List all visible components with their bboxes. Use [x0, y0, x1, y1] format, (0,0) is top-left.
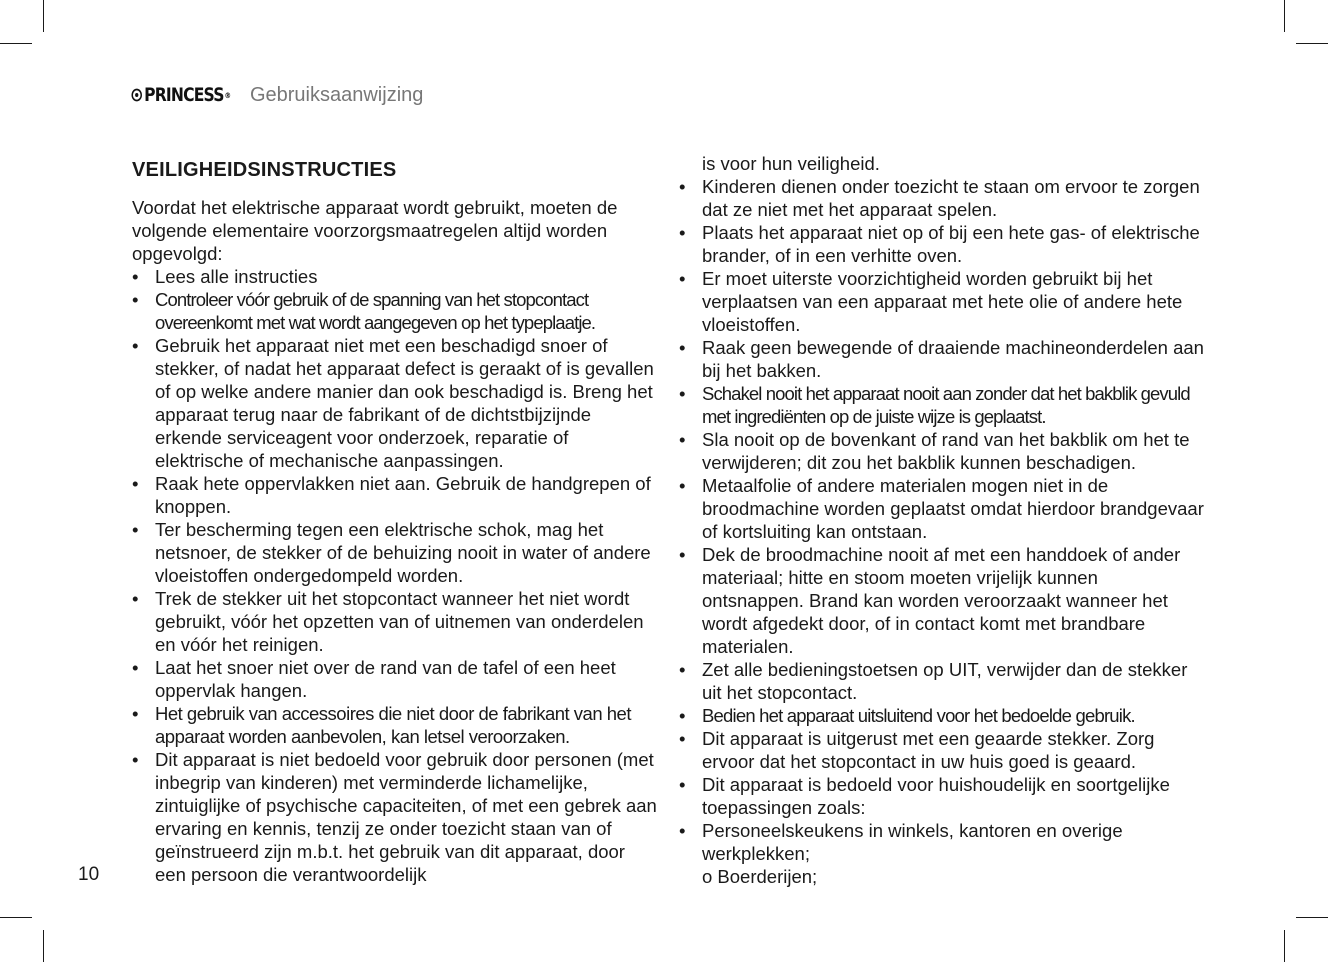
- list-item: • Gebruik het apparaat niet met een beschadigd snoer of stekker, of nadat het apparaat defect is geraakt of is gevallen of op welke andere manier dan ook beschadigd is. Breng het apparaat terug naar de fabrikant of de dichtstbijzijnde erkende serviceagent voor onderzoek, reparatie of elektrische of mechanische aanpassingen.: [132, 334, 657, 472]
- section-title: VEILIGHEIDSINSTRUCTIES: [132, 159, 397, 181]
- list-item-continuation: is voor hun veiligheid.: [702, 153, 880, 174]
- list-subitem: o Boerderijen;: [702, 866, 818, 887]
- list-item: • Laat het snoer niet over de rand van de tafel of een heet oppervlak hangen.: [132, 656, 657, 702]
- page-header: [131, 80, 423, 110]
- list-item: • Trek de stekker uit het stopcontact wanneer het niet wordt gebruikt, vóór het opzetten van of uitnemen van onderdelen en vóór het reinigen.: [132, 587, 657, 656]
- list-item: • Controleer vóór gebruik of de spanning van het stopcontact overeenkomt met wat wordt aangegeven op het typeplaatje.: [132, 288, 657, 334]
- list-item: • Schakel nooit het apparaat nooit aan zonder dat het bakblik gevuld met ingrediënten op de juiste wijze is geplaatst.: [679, 382, 1204, 428]
- list-item-text: • Personeelskeukens in winkels, kantoren en overige werkplekken;: [702, 820, 1123, 864]
- list-item: • Metaalfolie of andere materialen mogen niet in de broodmachine worden geplaatst omdat hierdoor brandgevaar of kortsluiting kan ontstaan.: [679, 474, 1204, 543]
- crop-mark: [0, 43, 32, 44]
- list-item: • Sla nooit op de bovenkant of rand van het bakblik om het te verwijderen; dit zou het bakblik kunnen beschadigen.: [679, 428, 1204, 474]
- list-item: • Het gebruik van accessoires die niet door de fabrikant van het apparaat worden aanbevolen, kan letsel veroorzaken.: [132, 702, 657, 748]
- page-number: 10: [78, 864, 100, 885]
- list-item: • Kinderen dienen onder toezicht te staan om ervoor te zorgen dat ze niet met het apparaat spelen.: [679, 175, 1204, 221]
- list-item: • Dek de broodmachine nooit af met een handdoek of ander materiaal; hitte en stoom moeten vrijelijk kunnen ontsnappen. Brand kan worden veroorzaakt wanneer het wordt afgedekt door, of in contact komt met brandbare materialen.: [679, 543, 1204, 658]
- left-column: [132, 152, 657, 886]
- document-type: Gebruiksaanwijzing: [249, 83, 424, 106]
- list-item: [679, 819, 1204, 888]
- list-item: • Zet alle bedieningstoetsen op UIT, verwijder dan de stekker uit het stopcontact.: [679, 658, 1204, 704]
- list-item: • Ter bescherming tegen een elektrische schok, mag het netsnoer, de stekker of de behuizing nooit in water of andere vloeistoffen ondergedompeld worden.: [132, 518, 657, 587]
- crop-mark: [43, 0, 44, 32]
- brand-name: PRINCESS: [144, 84, 224, 106]
- brand-logo: [131, 84, 230, 106]
- crop-mark: [1296, 917, 1328, 918]
- safety-list-right: [679, 152, 1204, 888]
- crop-mark: [1284, 0, 1285, 32]
- safety-list-left: [132, 265, 657, 886]
- list-item: • Raak geen bewegende of draaiende machineonderdelen aan bij het bakken.: [679, 336, 1204, 382]
- list-item: • Dit apparaat is bedoeld voor huishoudelijk en soortgelijke toepassingen zoals:: [679, 773, 1204, 819]
- crop-mark: [1296, 43, 1328, 44]
- list-item: • Plaats het apparaat niet op of bij een hete gas- of elektrische brander, of in een verhitte oven.: [679, 221, 1204, 267]
- list-item: • Bedien het apparaat uitsluitend voor het bedoelde gebruik.: [679, 704, 1204, 727]
- crop-mark: [43, 930, 44, 962]
- brand-crown-icon: [131, 88, 142, 102]
- list-item: • Lees alle instructies: [132, 265, 657, 288]
- right-column: [679, 152, 1204, 888]
- list-item: • Dit apparaat is uitgerust met een geaarde stekker. Zorg ervoor dat het stopcontact in uw huis goed is geaard.: [679, 727, 1204, 773]
- list-item: • Raak hete oppervlakken niet aan. Gebruik de handgrepen of knoppen.: [132, 472, 657, 518]
- list-item: • Er moet uiterste voorzichtigheid worden gebruikt bij het verplaatsen van een apparaat met hete olie of andere hete vloeistoffen.: [679, 267, 1204, 336]
- crop-mark: [0, 917, 32, 918]
- brand-registered-mark: ®: [224, 90, 231, 100]
- crop-mark: [1284, 930, 1285, 962]
- list-item: • Dit apparaat is niet bedoeld voor gebruik door personen (met inbegrip van kinderen) met verminderde lichamelijke, zintuiglijke of psychische capaciteiten, of met een gebrek aan ervaring en kennis, tenzij ze onder toezicht staan van of geïnstrueerd zijn m.b.t. het gebruik van dit apparaat, door een persoon die verantwoordelijk: [132, 748, 657, 886]
- intro-paragraph: Voordat het elektrische apparaat wordt gebruikt, moeten de volgende elementaire voorzorgsmaatregelen altijd worden opgevolgd:: [132, 197, 618, 264]
